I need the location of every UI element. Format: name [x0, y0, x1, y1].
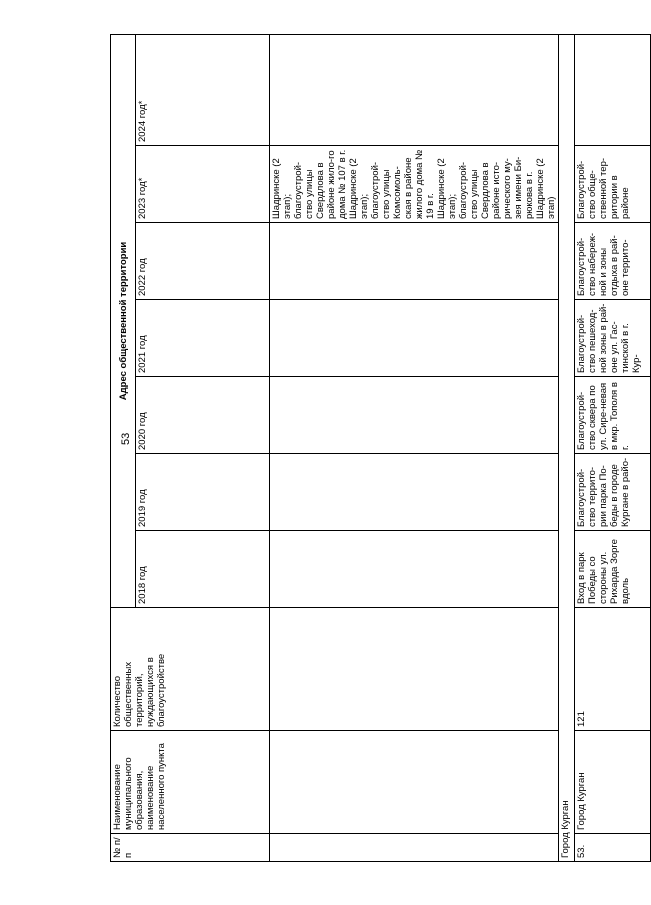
public-territories-table: [110, 34, 651, 862]
section-title: Город Курган: [559, 34, 575, 861]
header-row-top: [111, 34, 136, 861]
continuation-cell: [270, 608, 559, 731]
row-2019: Благоустрой-ство террито-рии парка По-беды в городе Кургане в райо-: [575, 454, 651, 531]
header-year-2023: 2023 год*: [136, 146, 270, 223]
header-year-2021: 2021 год: [136, 300, 270, 377]
header-address: Адрес общественной территории: [111, 34, 136, 607]
header-year-2019: 2019 год: [136, 454, 270, 531]
row-2022: Благоустрой-ство набереж-ной и зоны отдыха в рай-оне террито-: [575, 223, 651, 300]
row-2018: Вход в парк Победы со стороны ул. Рихарда Зорге вдоль: [575, 531, 651, 608]
header-count: Количество общественных территорий, нуждающихся в благоустройстве: [111, 608, 270, 731]
header-year-2018: 2018 год: [136, 531, 270, 608]
row-2021: Благоустрой-ство пешеход-ной зоны в рай-оне ул. Гас-тинской в г. Кур-: [575, 300, 651, 377]
row-count: 121: [575, 608, 651, 731]
table-row: [575, 34, 651, 861]
section-row: [559, 34, 575, 861]
header-num: № п/п: [111, 834, 270, 862]
continuation-cell: [270, 34, 559, 145]
row-num: 53.: [575, 834, 651, 862]
row-2023: Благоустрой-ство обще-ственной тер-ритории в районе: [575, 146, 651, 223]
header-municipality: Наименование муниципального образования, наименование населенного пункта: [111, 731, 270, 834]
continuation-row: [270, 34, 559, 861]
continuation-cell: [270, 834, 559, 862]
continuation-cell: [270, 300, 559, 377]
header-year-2022: 2022 год: [136, 223, 270, 300]
continuation-2023-cell: Шадринске (2 этап); благоустрой-ство улицы Свердлова в районе жило-го дома № 107 в г. Шадринске (2 этап); благоустрой-ство улицы Комсомоль-ская в районе жилого дома № 19 в г. Шадринске (2 этап); благоустрой-ство улицы Свердлова в районе исто-рического му-зея имени Би-рюкова в г. Шадринске (2 этап): [270, 146, 559, 223]
rotated-table-container: [110, 35, 642, 862]
continuation-cell: [270, 454, 559, 531]
row-municipality: Город Курган: [575, 731, 651, 834]
row-2024: [575, 34, 651, 145]
row-2020: Благоустрой-ство сквера по ул. Сире-невая в мкр. Тополя в г.: [575, 377, 651, 454]
continuation-cell: [270, 223, 559, 300]
page-number: 53: [120, 432, 132, 445]
continuation-cell: [270, 731, 559, 834]
header-year-2020: 2020 год: [136, 377, 270, 454]
continuation-cell: [270, 377, 559, 454]
header-year-2024: 2024 год*: [136, 34, 270, 145]
continuation-cell: [270, 531, 559, 608]
